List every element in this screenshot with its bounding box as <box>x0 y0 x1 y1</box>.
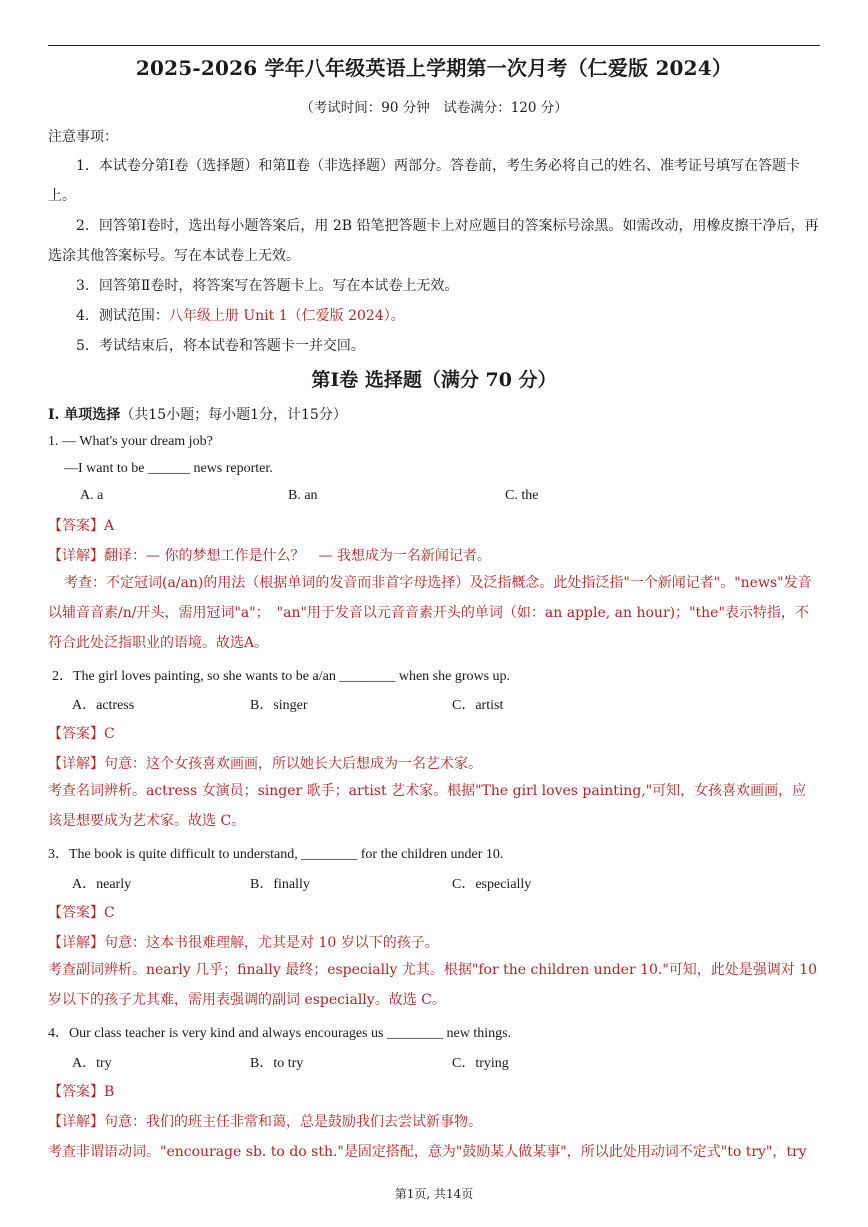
question-1-stem: 1. — What's your dream job? <box>48 434 213 449</box>
notice-item-3: 3．回答第Ⅱ卷时，将答案写在答题卡上。写在本试卷上无效。 <box>76 278 459 294</box>
part-desc: （共15小题；每小题1分，计15分） <box>120 407 347 423</box>
question-1-detail: 【详解】翻译：— 你的梦想工作是什么？ — 我想成为一名新闻记者。 <box>48 548 491 564</box>
exam-info: （考试时间：90 分钟 试卷满分：120 分） <box>300 100 568 116</box>
question-4-answer: 【答案】B <box>48 1084 115 1100</box>
question-4-option-a: A．try <box>72 1056 112 1071</box>
question-2-option-c: C．artist <box>452 698 504 713</box>
notice-item-1: 1．本试卷分第Ⅰ卷（选择题）和第Ⅱ卷（非选择题）两部分。答卷前，考生务必将自己的姓名、准考证号填写在答题卡上。 <box>48 158 800 204</box>
question-3-answer: 【答案】C <box>48 905 115 921</box>
question-3-detail: 【详解】句意：这本书很难理解，尤其是对 10 岁以下的孩子。 <box>48 935 439 951</box>
question-1-option-c: C. the <box>505 488 539 503</box>
question-1-answer: 【答案】A <box>48 518 115 534</box>
question-3-option-b: B．finally <box>250 877 310 892</box>
part-heading <box>48 404 347 424</box>
top-rule <box>48 45 820 46</box>
question-2-detail: 【详解】句意：这个女孩喜欢画画，所以她长大后想成为一名艺术家。 <box>48 756 482 772</box>
section-title: 第Ⅰ卷 选择题（满分 70 分） <box>311 369 557 391</box>
question-1-stem-2: —I want to be ______ news reporter. <box>64 461 273 476</box>
question-3-option-a: A．nearly <box>72 877 132 892</box>
question-3-stem: 3．The book is quite difficult to understand, ________ for the children under 10. <box>48 847 504 862</box>
question-4-stem: 4．Our class teacher is very kind and always encourages us ________ new things. <box>48 1026 512 1041</box>
page-footer: 第1页, 共14页 <box>394 1187 474 1201</box>
question-2-option-a: A．actress <box>72 698 135 713</box>
question-2-analysis: 考查名词辨析。actress 女演员；singer 歌手；artist 艺术家。根据"The girl loves painting,"可知，女孩喜欢画画，应该是想要成为艺术家。故选 C。 <box>48 783 807 829</box>
notice-heading: 注意事项： <box>48 129 118 145</box>
page-title: 2025-2026 学年八年级英语上学期第一次月考（仁爱版 2024） <box>135 56 733 80</box>
question-1-option-a: A. a <box>80 488 104 503</box>
question-1-analysis: 考查：不定冠词(a/an)的用法（根据单词的发音而非首字母选择）及泛指概念。此处指泛指"一个新闻记者"。"news"发音以辅音音素/n/开头，需用冠词"a"； "an"用于发音以元音音素开头的单词（如：an apple, an hour)；"the"表示特指，不符合此处泛指职业的语境。故选A。 <box>48 575 812 651</box>
notice-item-4-label: 4．测试范围： <box>76 308 169 324</box>
question-4-detail: 【详解】句意：我们的班主任非常和蔼，总是鼓励我们去尝试新事物。 <box>48 1114 482 1130</box>
question-4-option-b: B．to try <box>250 1056 304 1071</box>
question-3-option-c: C．especially <box>452 877 532 892</box>
question-4-analysis: 考查非谓语动词。"encourage sb. to do sth."是固定搭配，意为"鼓励某人做某事"，所以此处用动词不定式"to try"，try <box>48 1144 807 1160</box>
test-scope: 八年级上册 Unit 1（仁爱版 2024）。 <box>168 308 405 324</box>
question-2-stem: 2．The girl loves painting, so she wants to be a/an ________ when she grows up. <box>52 669 511 684</box>
part-label: I. 单项选择 <box>48 407 121 423</box>
question-2-answer: 【答案】C <box>48 726 115 742</box>
notice-item-4 <box>76 305 405 325</box>
question-1-option-b: B. an <box>288 488 318 503</box>
notice-item-2: 2．回答第Ⅰ卷时，选出每小题答案后，用 2B 铅笔把答题卡上对应题目的答案标号涂黑。如需改动，用橡皮擦干净后，再选涂其他答案标号。写在本试卷上无效。 <box>48 218 819 264</box>
question-4-option-c: C．trying <box>452 1056 509 1071</box>
question-2-option-b: B．singer <box>250 698 308 713</box>
question-3-analysis: 考查副词辨析。nearly 几乎；finally 最终；especially 尤其。根据"for the children under 10."可知，此处是强调对 10 岁以下的孩子尤其难，需用表强调的副词 especially。故选 C。 <box>48 962 818 1008</box>
notice-item-5: 5．考试结束后，将本试卷和答题卡一并交回。 <box>76 338 365 354</box>
